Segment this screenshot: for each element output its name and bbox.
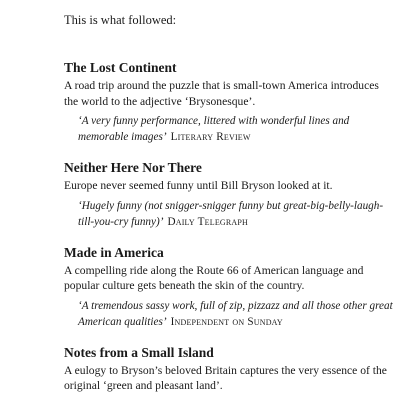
review-quote [78,198,394,230]
book-entry-notes-from-a-small-island [64,344,394,394]
book-entry-made-in-america [64,244,394,330]
quote-source: Literary Review [170,131,251,143]
quote-source: Independent on Sunday [170,315,283,328]
book-description: A eulogy to Bryson’s beloved Britain captures the very essence of the original ‘green and pleasant land’. [64,363,387,392]
intro-text: This is what followed: [64,13,177,27]
book-description: Europe never seemed funny until Bill Bryson looked at it. [64,179,333,192]
quote-text: ‘A tremendous sassy work, full of zip, pizzazz and all those other great American qualities’ [78,299,393,328]
book-page [64,12,394,408]
quote-text: ‘Hugely funny (not snigger-snigger funny but great-big-belly-laugh-till-you-cry funny)’ [78,199,384,228]
book-title: Neither Here Nor There [64,160,202,175]
review-quote [78,298,394,330]
book-description: A road trip around the puzzle that is small-town America introduces the world to the adjective ‘Brysonesque’. [64,79,379,108]
book-description: A compelling ride along the Route 66 of American language and popular culture gets beneath the skin of the country. [64,263,364,292]
book-title: Notes from a Small Island [64,344,214,360]
review-quote [78,113,394,145]
book-entry-lost-continent [64,59,394,145]
quote-source: Daily Telegraph [167,215,249,228]
book-title: Made in America [64,244,164,260]
book-title: The Lost Continent [64,60,177,75]
quote-text: ‘A very funny performance, littered with wonderful lines and memorable images’ [78,115,350,143]
book-entry-neither-here-nor-there [64,159,394,230]
